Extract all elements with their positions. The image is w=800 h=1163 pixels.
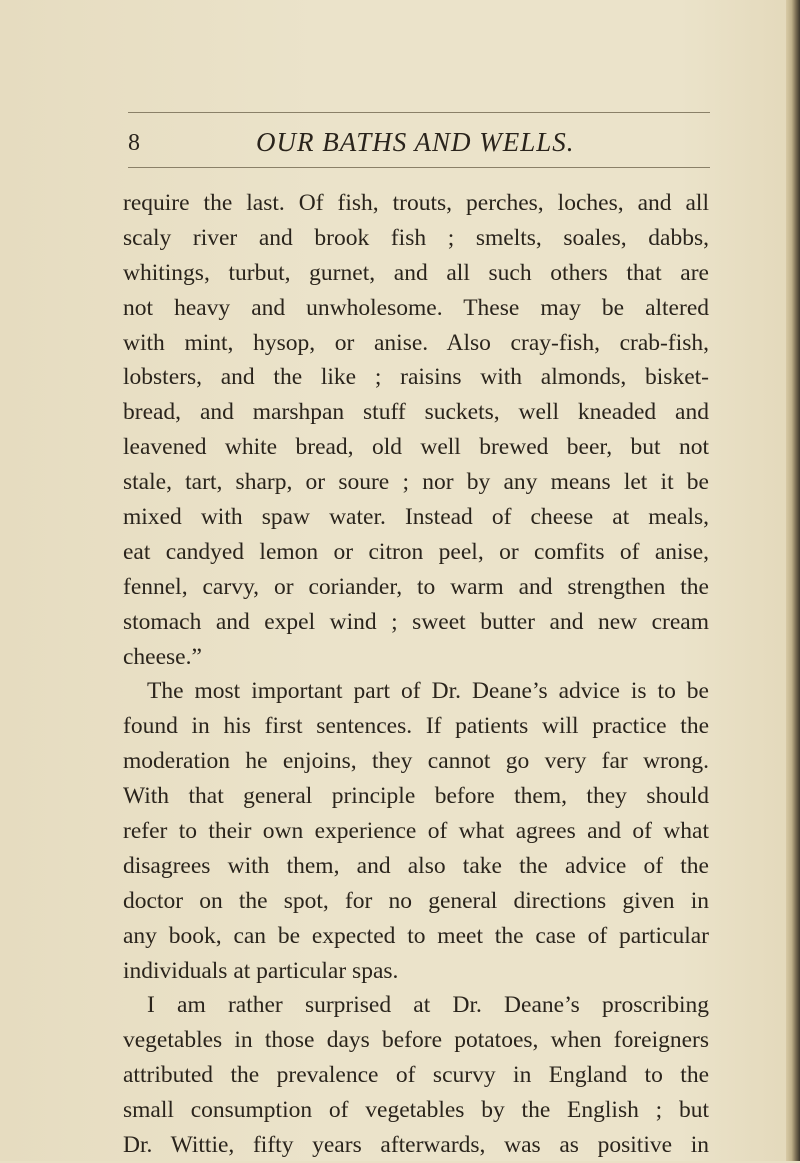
text-line: require the last. Of fish, trouts, perches, loches, and all <box>123 190 709 216</box>
text-line: doctor on the spot, for no general directions given in <box>123 887 709 914</box>
text-line: leavened white bread, old well brewed beer, but not <box>123 434 709 461</box>
running-head <box>128 121 710 161</box>
text-line: mixed with spaw water. Instead of cheese at meals, <box>123 504 709 531</box>
text-line: individuals at particular spas. <box>123 957 399 984</box>
text-line: disagrees with them, and also take the advice of the <box>123 852 709 879</box>
header-rule-bottom <box>128 167 710 168</box>
header-rule-top <box>128 112 710 113</box>
text-line: stale, tart, sharp, or soure ; nor by any means let it be <box>123 469 709 496</box>
text-line: bread, and marshpan stuff suckets, well kneaded and <box>123 399 709 426</box>
text-line: cheese.” <box>123 643 202 670</box>
text-line: scaly river and brook fish ; smelts, soales, dabbs, <box>123 224 709 251</box>
text-line: I am rather surprised at Dr. Deane’s proscribing <box>147 992 709 1019</box>
text-line: The most important part of Dr. Deane’s advice is to be <box>147 678 709 705</box>
text-line: attributed the prevalence of scurvy in England to the <box>123 1062 709 1089</box>
text-line: with mint, hysop, or anise. Also cray-fish, crab-fish, <box>123 329 709 356</box>
text-line: any book, can be expected to meet the case of particular <box>123 922 709 949</box>
text-line: whitings, turbut, gurnet, and all such others that are <box>123 259 709 286</box>
text-line: stomach and expel wind ; sweet butter and new cream <box>123 608 709 635</box>
text-line: Dr. Wittie, fifty years afterwards, was as positive in <box>123 1132 709 1159</box>
text-line: moderation he enjoins, they cannot go very far wrong. <box>123 748 709 775</box>
text-line: found in his first sentences. If patients will practice the <box>123 713 709 740</box>
text-line: refer to their own experience of what agrees and of what <box>123 818 709 845</box>
text-line: vegetables in those days before potatoes, when foreigners <box>123 1027 709 1054</box>
running-title: OUR BATHS AND WELLS. <box>256 127 575 157</box>
text-line: With that general principle before them, they should <box>123 783 709 810</box>
text-line: small consumption of vegetables by the English ; but <box>123 1097 709 1124</box>
page-edge-shadow <box>786 0 800 1161</box>
text-line: eat candyed lemon or citron peel, or comfits of anise, <box>123 538 709 565</box>
text-line: fennel, carvy, or coriander, to warm and strengthen the <box>123 573 709 600</box>
text-line: lobsters, and the like ; raisins with almonds, bisket- <box>123 364 709 391</box>
body-text <box>123 186 709 1163</box>
text-line: not heavy and unwholesome. These may be altered <box>123 294 709 321</box>
page-number: 8 <box>128 130 140 156</box>
